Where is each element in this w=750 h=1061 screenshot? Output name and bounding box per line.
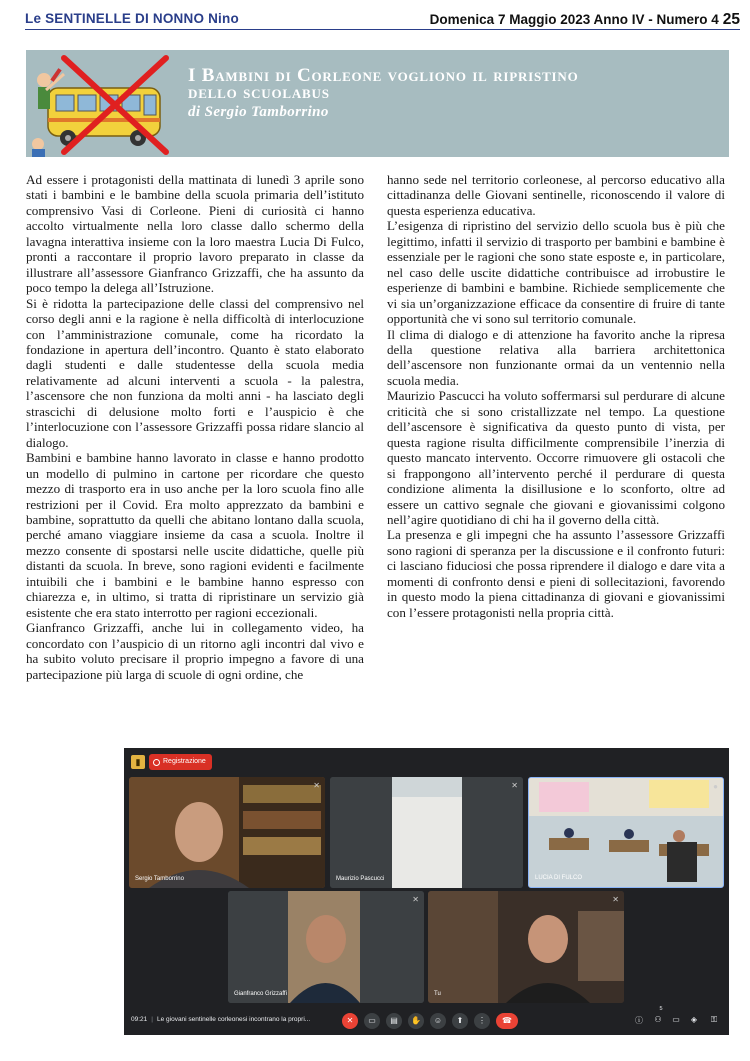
- video-call-screenshot: [124, 748, 729, 1035]
- call-control-bar: [124, 1007, 729, 1035]
- participant-tile[interactable]: [129, 777, 325, 888]
- paragraph: Maurizio Pascucci ha voluto soffermarsi sul perdurare di alcune criticità che si sono cristallizzate nel tempo. La questione dell’ascensore è significativa da questo punto di vista, per questa ragione risulta difficilmente comprensibile l’inerzia di questo mancato intervento. Occorre rimuovere gli ostacoli che si frappongono all’intervento perché il perdurare di questa condizione alimenta la disillusione e lo sconforto, oltre ad essere un cattivo segnale che giovani e giovanissimi colgono nell’agire quotidiano di chi ha il governo della città.: [387, 388, 725, 527]
- mic-off-icon: ✕: [412, 895, 419, 904]
- raise-hand-icon[interactable]: ✋: [408, 1013, 424, 1029]
- participant-video: [529, 778, 724, 888]
- participant-tile[interactable]: [228, 891, 424, 1003]
- participant-tile-active[interactable]: [528, 777, 724, 888]
- participant-video: [129, 777, 325, 888]
- more-icon[interactable]: ⋮: [474, 1013, 490, 1029]
- article-column-left: [26, 172, 364, 682]
- paragraph: Ad essere i protagonisti della mattinata di lunedì 3 aprile sono stati i bambini e le bambine della scuola primaria dell’istituto comprensivo Vasi di Corleone. Pieni di curiosità ci hanno accolto virtualmente nella loro classe dallo schermo della lavagna interattiva insieme con la loro maestra Lucia Di Fulco, pronti a raccontare il proprio lavoro preparato in classe da illustrare all’assessore Gianfranco Grizzaffi, che ha assunto da poco tempo la delega all’Istruzione.: [26, 172, 364, 296]
- host-controls-icon[interactable]: ⚿: [710, 1015, 718, 1024]
- article-title: I Bambini di Corleone vogliono il ripristino dello scuolabus: [188, 65, 579, 103]
- page-header: [25, 6, 740, 30]
- mic-off-icon: ✕: [511, 781, 518, 790]
- meet-logo-icon: ▮: [131, 755, 145, 769]
- participant-video: [330, 777, 523, 888]
- mic-off-icon: ✕: [313, 781, 320, 790]
- paragraph: L’esigenza di ripristino del servizio dello scuola bus è più che legittimo, infatti il servizio di trasporto per bambini e bambine è essenziale per le ragioni che sono state esposte e, in particolare, nel caso delle uscite didattiche contribuisce ad irrobustire le esperienze di bambini e bambine. Richiede semplicemente che vi sia un’organizzazione efficace da consentire di fruire di tante opportunità che vi sono sul territorio comunale.: [387, 218, 725, 327]
- participant-name: LUCIA DI FULCO: [535, 875, 583, 881]
- issue-date: Domenica 7 Maggio 2023 Anno IV - Numero 4: [429, 12, 719, 27]
- participant-tile-self[interactable]: [428, 891, 624, 1003]
- meeting-title: Le giovani sentinelle corleonesi incontrano la propri...: [156, 1016, 311, 1023]
- captions-icon[interactable]: ▤: [386, 1013, 402, 1029]
- participant-tile[interactable]: [330, 777, 523, 888]
- record-icon: [153, 759, 160, 766]
- activities-icon[interactable]: ◈: [690, 1015, 698, 1024]
- article-banner: [26, 50, 729, 157]
- crossed-school-bus-icon: [26, 50, 176, 157]
- people-icon[interactable]: ⚇: [654, 1015, 662, 1024]
- publication-name: Le SENTINELLE DI NONNO Nino: [25, 11, 239, 26]
- speaking-indicator-icon: ●: [713, 782, 718, 791]
- participant-name: Gianfranco Grizzaffi: [234, 991, 287, 997]
- participant-video: [428, 891, 624, 1003]
- participant-name: Tu: [434, 991, 441, 997]
- issue-info: [430, 11, 740, 29]
- paragraph: La presenza e gli impegni che ha assunto l’assessore Grizzaffi sono ragioni di speranza per la discussione e il confronto futuri: ci lasciano fiduciosi che possa riprendere il dialogo e dare vita a momenti di confronto densi e pieni di sollecitazioni, favorendo in questo modo la piena cittadinanza di giovani e giovanissimi con l’essere protagonisti nella propria città.: [387, 527, 725, 620]
- page-number: 25: [722, 11, 740, 28]
- participant-video: [228, 891, 424, 1003]
- mic-off-icon[interactable]: ✕: [342, 1013, 358, 1029]
- meeting-time: 09:21: [131, 1016, 148, 1023]
- article-author: di Sergio Tamborrino: [188, 104, 329, 120]
- participant-count: 5: [659, 1006, 663, 1012]
- article-column-right: [387, 172, 725, 620]
- paragraph: Bambini e bambine hanno lavorato in classe e hanno prodotto un modello di pulmino in cartone per ricordare che questo mezzo di trasporto era in uso anche per la loro scuola fino alle restrizioni per il Covid. Era molto apprezzato da bambini e bambine, soprattutto da quelli che abitano lontano dalla scuola, perché amano viaggiare insieme da casa a scuola. Inoltre il mezzo consente di spostarsi nelle uscite didattiche, quelle più distanti da scuola. In breve, sono ragioni evidenti e facilmente intuibili che i bambini e le bambine hanno espresso con chiarezza e, in ultimo, si tratta di ripristinare un servizio già esistente che era stato interrotto per ragioni eccezionali.: [26, 450, 364, 620]
- paragraph: hanno sede nel territorio corleonese, al percorso educativo alla cittadinanza delle Giovani sentinelle, riconoscendo il valore di questa esperienza educativa.: [387, 172, 725, 218]
- camera-icon[interactable]: ▭: [364, 1013, 380, 1029]
- emoji-icon[interactable]: ☺: [430, 1013, 446, 1029]
- end-call-icon[interactable]: ☎: [496, 1013, 518, 1029]
- chat-icon[interactable]: ▭: [672, 1015, 680, 1024]
- meeting-info: 09:21 | Le giovani sentinelle corleonesi incontrano la propri...: [131, 1016, 311, 1023]
- info-icon[interactable]: ⓘ: [635, 1016, 643, 1025]
- participant-name: Maurizio Pascucci: [336, 876, 385, 882]
- participant-name: Sergio Tamborrino: [135, 876, 184, 882]
- mic-off-icon: ✕: [612, 895, 619, 904]
- header-rule: [25, 29, 740, 30]
- present-icon[interactable]: ⬆: [452, 1013, 468, 1029]
- recording-badge[interactable]: [149, 754, 212, 770]
- paragraph: Il clima di dialogo e di attenzione ha favorito anche la ripresa della questione relativa alla barriera architettonica dell’ascensore non funzionante ormai da un ventennio nella scuola media.: [387, 326, 725, 388]
- paragraph: Si è ridotta la partecipazione delle classi del comprensivo nel corso degli anni e la ragione è nella difficoltà di interlocuzione con l’amministrazione comunale, come ha ricordato la fondazione in apertura dell’incontro. Quanto è stato elaborato dagli studenti e dalle studentesse della scuola media relativamente ad alcuni interventi a scuola - la palestra, l’ascensore che non funziona da molti anni - ha lasciato degli strascichi di delusione molto forti e l’auspicio è che l’interlocuzione con l’assessore Grizzaffi possa ridare slancio al dialogo.: [26, 295, 364, 450]
- paragraph: Gianfranco Grizzaffi, anche lui in collegamento video, ha concordato con l’auspicio di un ritorno agli incontri dal vivo e ha subito voluto precisare il proprio impegno a favore di una partecipazione più larga di scuole di ogni ordine, che: [26, 620, 364, 682]
- recording-label: Registrazione: [163, 758, 206, 765]
